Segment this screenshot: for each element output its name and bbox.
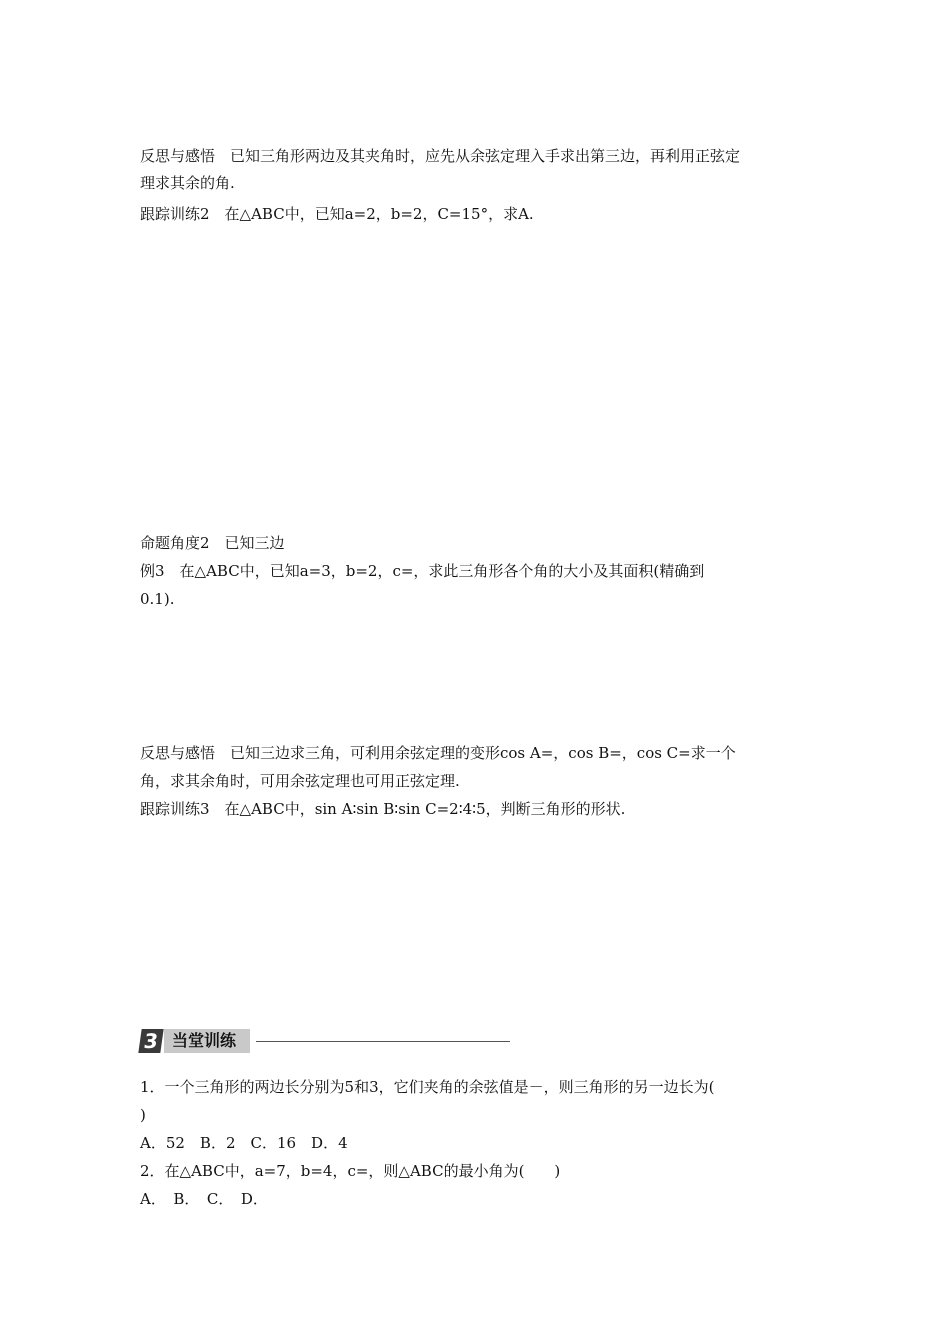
reflection-paragraph-2	[140, 742, 812, 764]
question-1	[140, 1076, 812, 1098]
question-2-options	[140, 1188, 812, 1210]
training-2	[140, 203, 812, 225]
question-2	[140, 1160, 812, 1182]
example-3-line-1: 例3 在△ABC中，已知a=3，b=2，c=，求此三角形各个角的大小及其面积(精确到	[140, 562, 705, 580]
question-1-line-2: )	[140, 1106, 146, 1124]
training-2-text: 跟踪训练2 在△ABC中，已知a=2，b=2，C=15°，求A.	[140, 205, 534, 223]
example-3-line-2: 0.1).	[140, 590, 175, 608]
section-rule	[256, 1041, 510, 1042]
question-1-line-1: 1．一个三角形的两边长分别为5和3，它们夹角的余弦值是－，则三角形的另一边长为(	[140, 1078, 715, 1096]
question-2-line-1: 2．在△ABC中，a=7，b=4，c=，则△ABC的最小角为( )	[140, 1162, 561, 1180]
angle-2-title	[140, 532, 812, 554]
question-1-options	[140, 1132, 812, 1154]
section-number-badge: 3	[138, 1029, 163, 1053]
training-3	[140, 798, 812, 820]
reflection-2-line-1: 反思与感悟 已知三边求三角，可利用余弦定理的变形cos A=，cos B=，cos C=求一个	[140, 744, 736, 762]
reflection-paragraph-2-cont	[140, 770, 812, 792]
reflection-2-line-2: 角，求其余角时，可用余弦定理也可用正弦定理.	[140, 772, 460, 790]
angle-2-title-text: 命题角度2 已知三边	[140, 534, 285, 552]
section-header	[140, 1028, 510, 1054]
question-1-options-text: A．52 B．2 C．16 D．4	[140, 1134, 348, 1152]
section-title: 当堂训练	[164, 1029, 250, 1053]
question-2-options-text: A． B． C． D．	[140, 1190, 268, 1208]
question-1-cont	[140, 1104, 812, 1126]
training-3-text: 跟踪训练3 在△ABC中，sin A∶sin B∶sin C=2∶4∶5，判断三角形的形状.	[140, 800, 626, 818]
reflection-line-2: 理求其余的角.	[140, 174, 235, 192]
example-3	[140, 560, 812, 582]
reflection-line-1: 反思与感悟 已知三角形两边及其夹角时，应先从余弦定理入手求出第三边，再利用正弦定	[140, 147, 741, 165]
reflection-paragraph-1-cont	[140, 172, 812, 194]
example-3-cont	[140, 588, 812, 610]
reflection-paragraph-1	[140, 145, 812, 167]
